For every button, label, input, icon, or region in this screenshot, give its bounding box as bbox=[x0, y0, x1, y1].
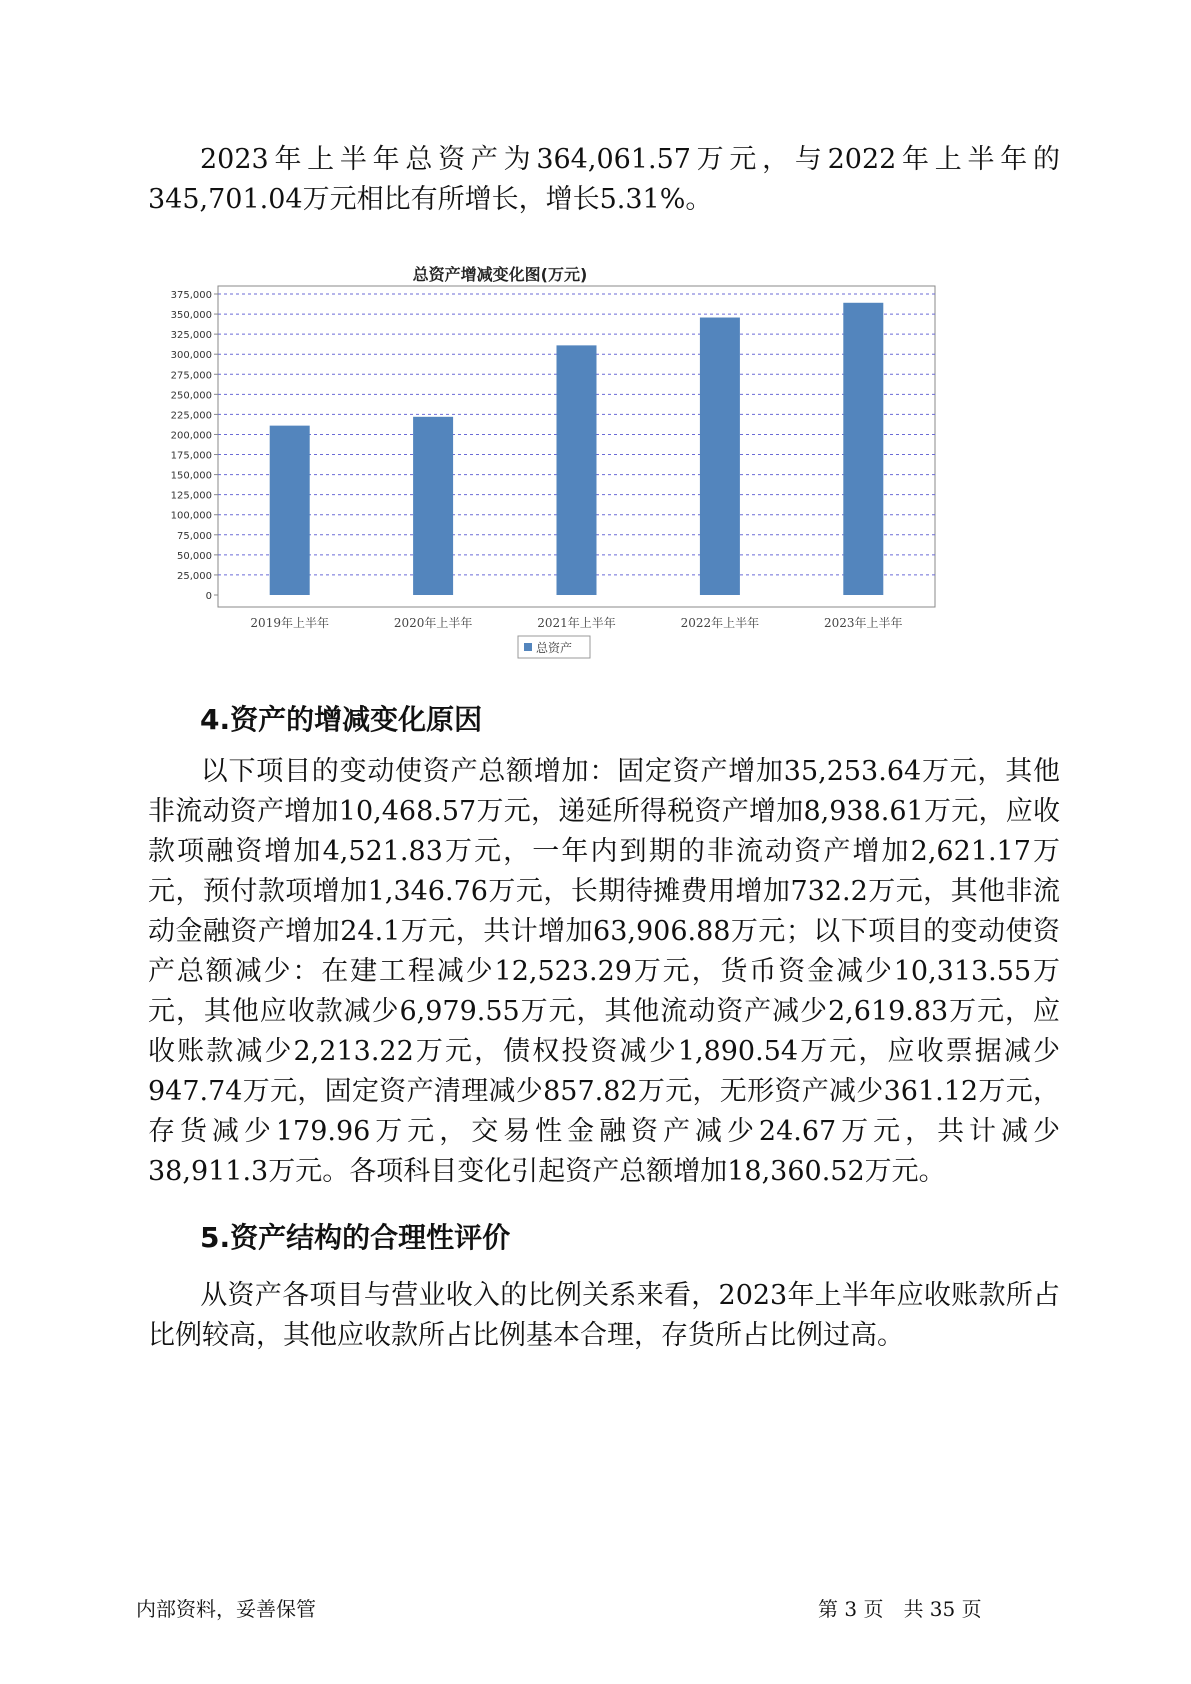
chart-title: 总资产增减变化图(万元) bbox=[412, 265, 588, 284]
legend-swatch bbox=[524, 643, 532, 651]
y-tick-label: 375,000 bbox=[170, 290, 212, 301]
footer-page-number: 第 3 页 共 35 页 bbox=[818, 1597, 982, 1621]
x-tick-label: 2020年上半年 bbox=[393, 616, 473, 630]
y-tick-label: 275,000 bbox=[170, 370, 212, 382]
section4-text: 以下项目的变动使资产总额增加：固定资产增加35,253.64万元，其他非流动资产增加10,468.57万元，递延所得税资产增加8,938.61万元，应收款项融资增加4,521.83万元，一年内到期的非流动资产增加2,621.17万元，预付款项增加1,346.76万元，长期待摊费用增加732.2万元，其他非流动金融资产增加24.1万元，共计增加63,906.88万元；以下项目的变动使资产总额减少：在建工程减少12,523.29万元，货币资金减少10,313.55万元，其他应收款减少6,979.55万元，其他流动资产减少2,619.83万元，应收账款减少2,213.22万元，债权投资减少1,890.54万元，应收票据减少947.74万元，固定资产清理减少857.82万元，无形资产减少361.12万元，存货减少179.96万元，交易性金融资产减少24.67万元，共计减少38,911.3万元。各项科目变化引起资产总额增加18,360.52万元。 bbox=[148, 756, 1060, 1187]
y-tick-label: 350,000 bbox=[170, 310, 212, 322]
bar bbox=[270, 426, 310, 595]
section5-paragraph bbox=[148, 1276, 1060, 1356]
section4-heading: 4.资产的增减变化原因 bbox=[200, 703, 483, 736]
section5-heading: 5.资产结构的合理性评价 bbox=[200, 1221, 511, 1254]
y-tick-label: 300,000 bbox=[170, 350, 212, 362]
intro-paragraph bbox=[148, 140, 1060, 220]
x-tick-label: 2022年上半年 bbox=[680, 616, 760, 630]
y-tick-label: 225,000 bbox=[170, 410, 212, 422]
y-tick-label: 0 bbox=[205, 591, 212, 602]
section4-paragraph bbox=[148, 752, 1060, 1192]
bar bbox=[843, 303, 883, 595]
y-tick-label: 50,000 bbox=[177, 550, 212, 562]
chart-svg bbox=[160, 262, 1020, 722]
y-tick-label: 200,000 bbox=[170, 430, 212, 442]
y-tick-label: 125,000 bbox=[170, 490, 212, 502]
y-tick-label: 175,000 bbox=[170, 450, 212, 462]
footer-left: 内部资料，妥善保管 bbox=[136, 1597, 316, 1621]
y-tick-label: 150,000 bbox=[170, 470, 212, 482]
bar bbox=[700, 318, 740, 595]
y-tick-label: 100,000 bbox=[170, 510, 212, 522]
section5-text: 从资产各项目与营业收入的比例关系来看，2023年上半年应收账款所占比例较高，其他应收款所占比例基本合理，存货所占比例过高。 bbox=[148, 1280, 1060, 1351]
y-tick-label: 25,000 bbox=[177, 570, 212, 582]
x-tick-label: 2019年上半年 bbox=[250, 616, 329, 630]
total-assets-chart bbox=[160, 262, 1020, 722]
y-tick-label: 325,000 bbox=[170, 330, 212, 342]
y-tick-label: 250,000 bbox=[170, 390, 212, 402]
y-tick-label: 75,000 bbox=[177, 530, 212, 542]
bar bbox=[413, 417, 453, 595]
bar bbox=[557, 345, 597, 595]
legend-label: 总资产 bbox=[536, 641, 573, 655]
intro-text: 2023年上半年总资产为364,061.57万元，与2022年上半年的345,701.04万元相比有所增长，增长5.31%。 bbox=[148, 144, 1060, 215]
x-tick-label: 2021年上半年 bbox=[537, 616, 616, 630]
x-tick-label: 2023年上半年 bbox=[824, 616, 903, 630]
